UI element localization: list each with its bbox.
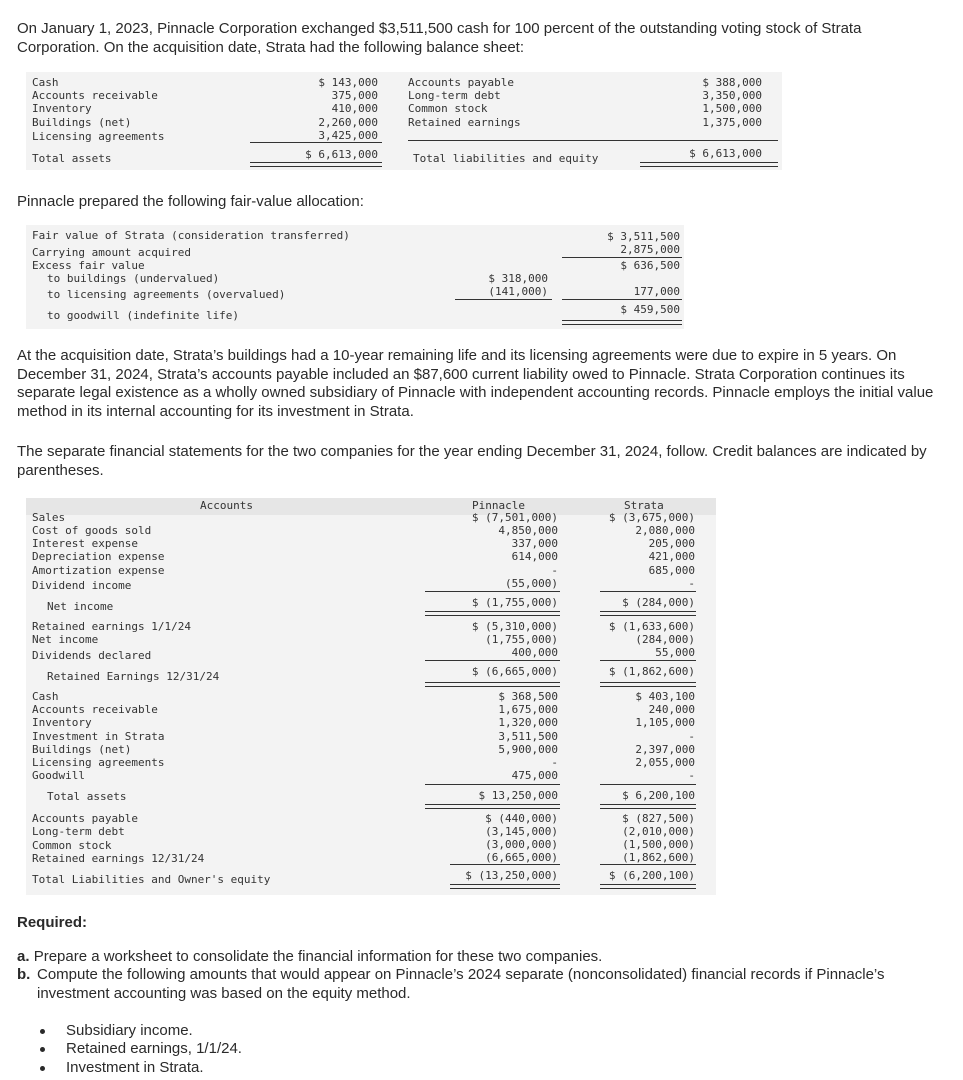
fs-pinnacle-value: 5,900,000 [498,743,558,756]
fs-row-label: Long-term debt [32,825,125,838]
bs-total-le-label: Total liabilities and equity [413,152,599,165]
bs-liability-label: Common stock [408,102,488,115]
allocation-label: Fair value of Strata (consideration transferred) [32,229,350,242]
fs-pinnacle-value: 3,511,500 [498,730,558,743]
bullet-item: Retained earnings, 1/1/24. [66,1040,242,1057]
fs-strata-value: $ (6,200,100) [608,869,695,882]
fs-pinnacle-total-line [425,804,560,809]
part-a-text: Prepare a worksheet to consolidate the financial information for these two companies. [33,948,603,965]
allocation-label: Excess fair value [32,259,145,272]
bs-assets-double-line [250,162,382,167]
fs-row-label: Net income [32,633,99,646]
fs-strata-value: $ (1,862,600) [608,665,695,678]
allocation-double-line [562,320,682,325]
fs-pinnacle-value: (55,000) [505,577,558,590]
fs-pinnacle-total-line [450,884,560,889]
fs-row-label: Sales [32,511,66,524]
fs-pinnacle-value: $ (5,310,000) [471,620,558,633]
allocation-intro: Pinnacle prepared the following fair-value allocation: [17,193,364,210]
allocation-label: to goodwill (indefinite life) [47,309,240,322]
bullet-item: Subsidiary income. [66,1022,193,1039]
fs-strata-value: 1,105,000 [635,716,695,729]
fs-strata-value: (284,000) [635,633,695,646]
intro-paragraph: On January 1, 2023, Pinnacle Corporation exchanged $3,511,500 cash for 100 percent of the outstanding voting stock of Strata Corporation. On the acquisition date, Strata had the following balance sheet: [17,20,862,56]
fs-pinnacle-value: - [551,564,558,577]
bullet-dot [40,1066,45,1071]
fs-pinnacle-value: (1,755,000) [485,633,558,646]
fs-strata-value: $ 403,100 [635,690,695,703]
allocation-col1-value: $ 318,000 [488,272,548,285]
bs-asset-value: 410,000 [331,102,378,115]
fs-header-strata: Strata [624,499,664,512]
fs-strata-value: 685,000 [648,564,695,577]
bs-asset-label: Buildings (net) [32,116,132,129]
fs-pinnacle-subtotal-line [425,660,560,661]
bs-total-le-value: $ 6,613,000 [689,147,762,160]
fs-strata-value: $ (1,633,600) [608,620,695,633]
fs-strata-value: (1,862,600) [622,851,695,864]
fs-row-label: Dividends declared [32,649,152,662]
fs-row-label: Retained Earnings 12/31/24 [47,670,220,683]
bs-asset-label: Accounts receivable [32,89,158,102]
bs-liability-value: 3,350,000 [702,89,762,102]
fs-pinnacle-subtotal-line [425,784,560,785]
allocation-col2-line [562,257,682,258]
bs-asset-value: 2,260,000 [318,116,378,129]
fs-strata-value: 240,000 [648,703,695,716]
fs-row-label: Accounts payable [32,812,138,825]
bs-assets-subtotal-line [250,142,382,143]
fs-row-label: Retained earnings 12/31/24 [32,852,205,865]
fs-pinnacle-value: - [551,756,558,769]
fs-pinnacle-value: 614,000 [511,550,558,563]
fs-strata-total-line [600,682,696,687]
fs-strata-subtotal-line [600,660,696,661]
fs-row-label: Interest expense [32,537,138,550]
fs-pinnacle-total-line [425,682,560,687]
bs-asset-value: $ 143,000 [318,76,378,89]
fs-pinnacle-total-line [425,611,560,616]
allocation-label: to buildings (undervalued) [47,272,220,285]
fs-row-label: Buildings (net) [32,743,132,756]
fs-strata-value: $ 6,200,100 [622,789,695,802]
bs-asset-label: Licensing agreements [32,130,165,143]
bs-total-assets-label: Total assets [32,152,112,165]
bs-liability-value: 1,500,000 [702,102,762,115]
bs-asset-label: Cash [32,76,59,89]
fs-strata-subtotal-line [600,864,696,865]
fs-strata-value: 2,397,000 [635,743,695,756]
fs-row-label: Goodwill [32,769,85,782]
bs-total-assets-value: $ 6,613,000 [305,148,378,161]
fs-strata-total-line [600,611,696,616]
fs-pinnacle-value: (3,145,000) [485,825,558,838]
fs-pinnacle-value: 475,000 [511,769,558,782]
bs-liability-label: Retained earnings [408,116,521,129]
required-part-a [17,948,942,967]
bullet-dot [40,1047,45,1052]
fs-strata-value: $ (827,500) [622,812,695,825]
part-a-letter: a. [17,948,30,965]
bs-le-double-line [640,162,778,167]
fs-pinnacle-value: 1,675,000 [498,703,558,716]
fs-strata-value: $ (3,675,000) [608,511,695,524]
allocation-col2-value: $ 3,511,500 [607,230,680,243]
fs-pinnacle-value: $ (7,501,000) [471,511,558,524]
fs-pinnacle-subtotal-line [425,591,560,592]
fs-strata-value: 55,000 [655,646,695,659]
fs-strata-value: 2,055,000 [635,756,695,769]
fs-row-label: Total assets [47,790,127,803]
fs-row-label: Depreciation expense [32,550,165,563]
allocation-col1-value: (141,000) [488,285,548,298]
fs-strata-total-line [600,884,696,889]
bs-liability-label: Accounts payable [408,76,514,89]
bs-liability-value: 1,375,000 [702,116,762,129]
fs-row-label: Total Liabilities and Owner's equity [32,873,271,886]
fs-strata-subtotal-line [600,784,696,785]
bs-asset-value: 3,425,000 [318,129,378,142]
allocation-label: to licensing agreements (overvalued) [47,288,286,301]
fs-pinnacle-value: 337,000 [511,537,558,550]
required-part-b-letter: b. [17,966,31,983]
fs-strata-value: (2,010,000) [622,825,695,838]
allocation-col2-value: $ 459,500 [620,303,680,316]
fs-pinnacle-value: $ (1,755,000) [471,596,558,609]
fs-row-label: Retained earnings 1/1/24 [32,620,191,633]
bs-liability-value: $ 388,000 [702,76,762,89]
fs-strata-value: 205,000 [648,537,695,550]
fs-row-label: Investment in Strata [32,730,165,743]
fs-strata-value: - [688,577,695,590]
allocation-col2-line [562,299,682,300]
bs-liabilities-subtotal-line [408,140,778,141]
fs-pinnacle-value: 400,000 [511,646,558,659]
fs-row-label: Inventory [32,716,92,729]
required-part-b-text: Compute the following amounts that would appear on Pinnacle’s 2024 separate (nonconsolidated) financial records if Pinnacle’s investment accounting was based on the equity method. [37,966,885,1002]
allocation-col2-value: $ 636,500 [620,259,680,272]
fs-row-label: Accounts receivable [32,703,158,716]
fs-pinnacle-value: (6,665,000) [485,851,558,864]
fs-pinnacle-value: $ (440,000) [485,812,558,825]
fs-strata-total-line [600,804,696,809]
fs-strata-value: (1,500,000) [622,838,695,851]
fs-strata-subtotal-line [600,591,696,592]
allocation-col2-value: 177,000 [633,285,680,298]
fs-header-pinnacle: Pinnacle [472,499,525,512]
fs-pinnacle-value: (3,000,000) [485,838,558,851]
fs-row-label: Net income [47,600,114,613]
allocation-col1-line [455,299,552,300]
bullet-item: Investment in Strata. [66,1059,204,1076]
bs-asset-label: Inventory [32,102,92,115]
fs-pinnacle-value: 4,850,000 [498,524,558,537]
bullet-dot [40,1029,45,1034]
fs-header-accounts: Accounts [200,499,253,512]
bs-liability-label: Long-term debt [408,89,501,102]
fs-row-label: Dividend income [32,579,132,592]
fs-pinnacle-value: $ 368,500 [498,690,558,703]
fs-strata-value: - [688,769,695,782]
fs-strata-value: 2,080,000 [635,524,695,537]
fs-pinnacle-value: $ (13,250,000) [465,869,558,882]
allocation-col2-value: 2,875,000 [620,243,680,256]
fs-pinnacle-value: $ 13,250,000 [478,789,558,802]
fs-row-label: Amortization expense [32,564,165,577]
fs-pinnacle-subtotal-line [450,864,560,865]
bs-asset-value: 375,000 [331,89,378,102]
fs-strata-value: 421,000 [648,550,695,563]
fs-strata-value: $ (284,000) [622,596,695,609]
fs-pinnacle-value: $ (6,665,000) [471,665,558,678]
fs-row-label: Common stock [32,839,112,852]
required-title: Required: [17,914,88,931]
statements-intro: The separate financial statements for the two companies for the year ending December 31, 2024, follow. Credit balances are indicated by parentheses. [17,443,927,479]
fs-row-label: Cash [32,690,59,703]
fs-pinnacle-value: 1,320,000 [498,716,558,729]
context-paragraph: At the acquisition date, Strata’s buildings had a 10-year remaining life and its licensing agreements were due to expire in 5 years. On December 31, 2024, Strata’s accounts payable included an $87,600 current liability owed to Pinnacle. Strata Corporation continues its separate legal existence as a wholly owned subsidiary of Pinnacle with independent accounting records. Pinnacle employs the initial value method in its internal accounting for its investment in Strata. [17,347,934,420]
fs-row-label: Cost of goods sold [32,524,152,537]
fs-strata-value: - [688,730,695,743]
fs-row-label: Licensing agreements [32,756,165,769]
allocation-label: Carrying amount acquired [32,246,191,259]
